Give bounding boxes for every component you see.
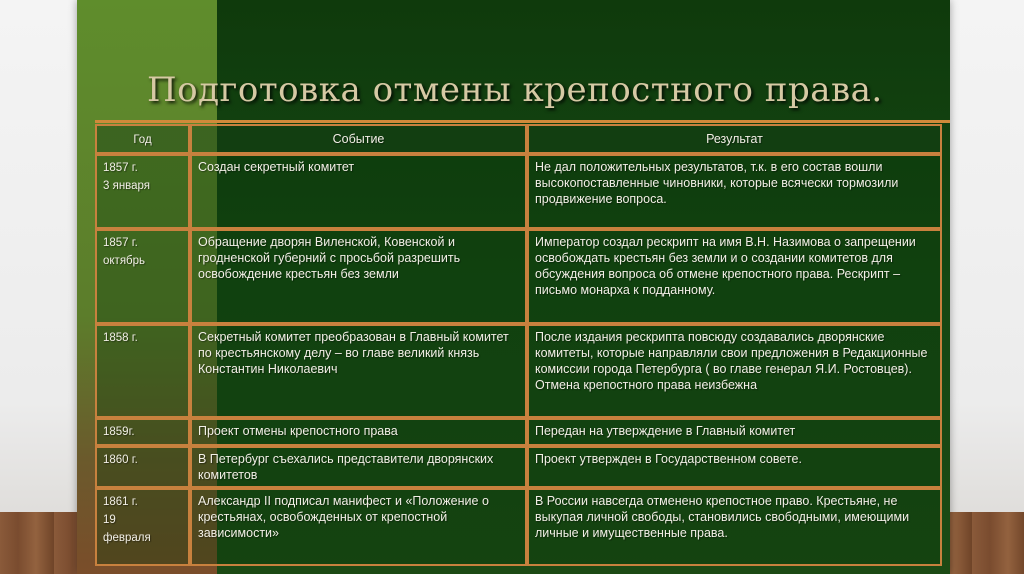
table-row (95, 324, 942, 418)
result-cell: Император создал рескрипт на имя В.Н. Назимова о запрещении освобождать крестьян без земли и о создании комитетов для обсуждения вопроса об отмене крепостного права. Рескрипт – письмо монарха к подданному. (527, 229, 942, 324)
table-row (95, 488, 942, 566)
result-cell: В России навсегда отменено крепостное право. Крестьяне, не выкупая личной свободы, становились свободными, имеющими личные и имущественные права. (527, 488, 942, 566)
event-cell: В Петербург съехались представители дворянских комитетов (190, 446, 527, 488)
table-row (95, 446, 942, 488)
table-row (95, 154, 942, 229)
slide (77, 0, 950, 574)
table-row (95, 229, 942, 324)
event-cell: Создан секретный комитет (190, 154, 527, 229)
title-underline (95, 120, 950, 123)
event-cell: Проект отмены крепостного права (190, 418, 527, 446)
table-row (95, 418, 942, 446)
header-event: Событие (190, 124, 527, 154)
header-year: Год (95, 124, 190, 154)
result-cell: Передан на утверждение в Главный комитет (527, 418, 942, 446)
year-cell: 1858 г. (95, 324, 190, 418)
result-cell: Проект утвержден в Государственном совете. (527, 446, 942, 488)
result-cell: Не дал положительных результатов, т.к. в его состав вошли высокопоставленные чиновники, которые всячески тормозили продвижение вопроса. (527, 154, 942, 229)
header-result: Результат (527, 124, 942, 154)
year-cell: 1860 г. (95, 446, 190, 488)
year-cell: 1861 г. 19 февраля (95, 488, 190, 566)
event-cell: Обращение дворян Виленской, Ковенской и гродненской губерний с просьбой разрешить освобождение крестьян без земли (190, 229, 527, 324)
event-cell: Александр II подписал манифест и «Положение о крестьянах, освобожденных от крепостной зависимости» (190, 488, 527, 566)
table-header-row (95, 124, 942, 154)
year-cell: 1859г. (95, 418, 190, 446)
year-cell: 1857 г. октябрь (95, 229, 190, 324)
slide-title: Подготовка отмены крепостного права. (147, 70, 883, 110)
year-cell: 1857 г. 3 января (95, 154, 190, 229)
result-cell: После издания рескрипта повсюду создавались дворянские комитеты, которые направляли свои предложения в Редакционные комиссии города Петербурга ( во главе генерал Я.И. Ростовцев). Отмена крепостного права неизбежна (527, 324, 942, 418)
event-cell: Секретный комитет преобразован в Главный комитет по крестьянскому делу – во главе великий князь Константин Николаевич (190, 324, 527, 418)
events-table (95, 124, 942, 566)
